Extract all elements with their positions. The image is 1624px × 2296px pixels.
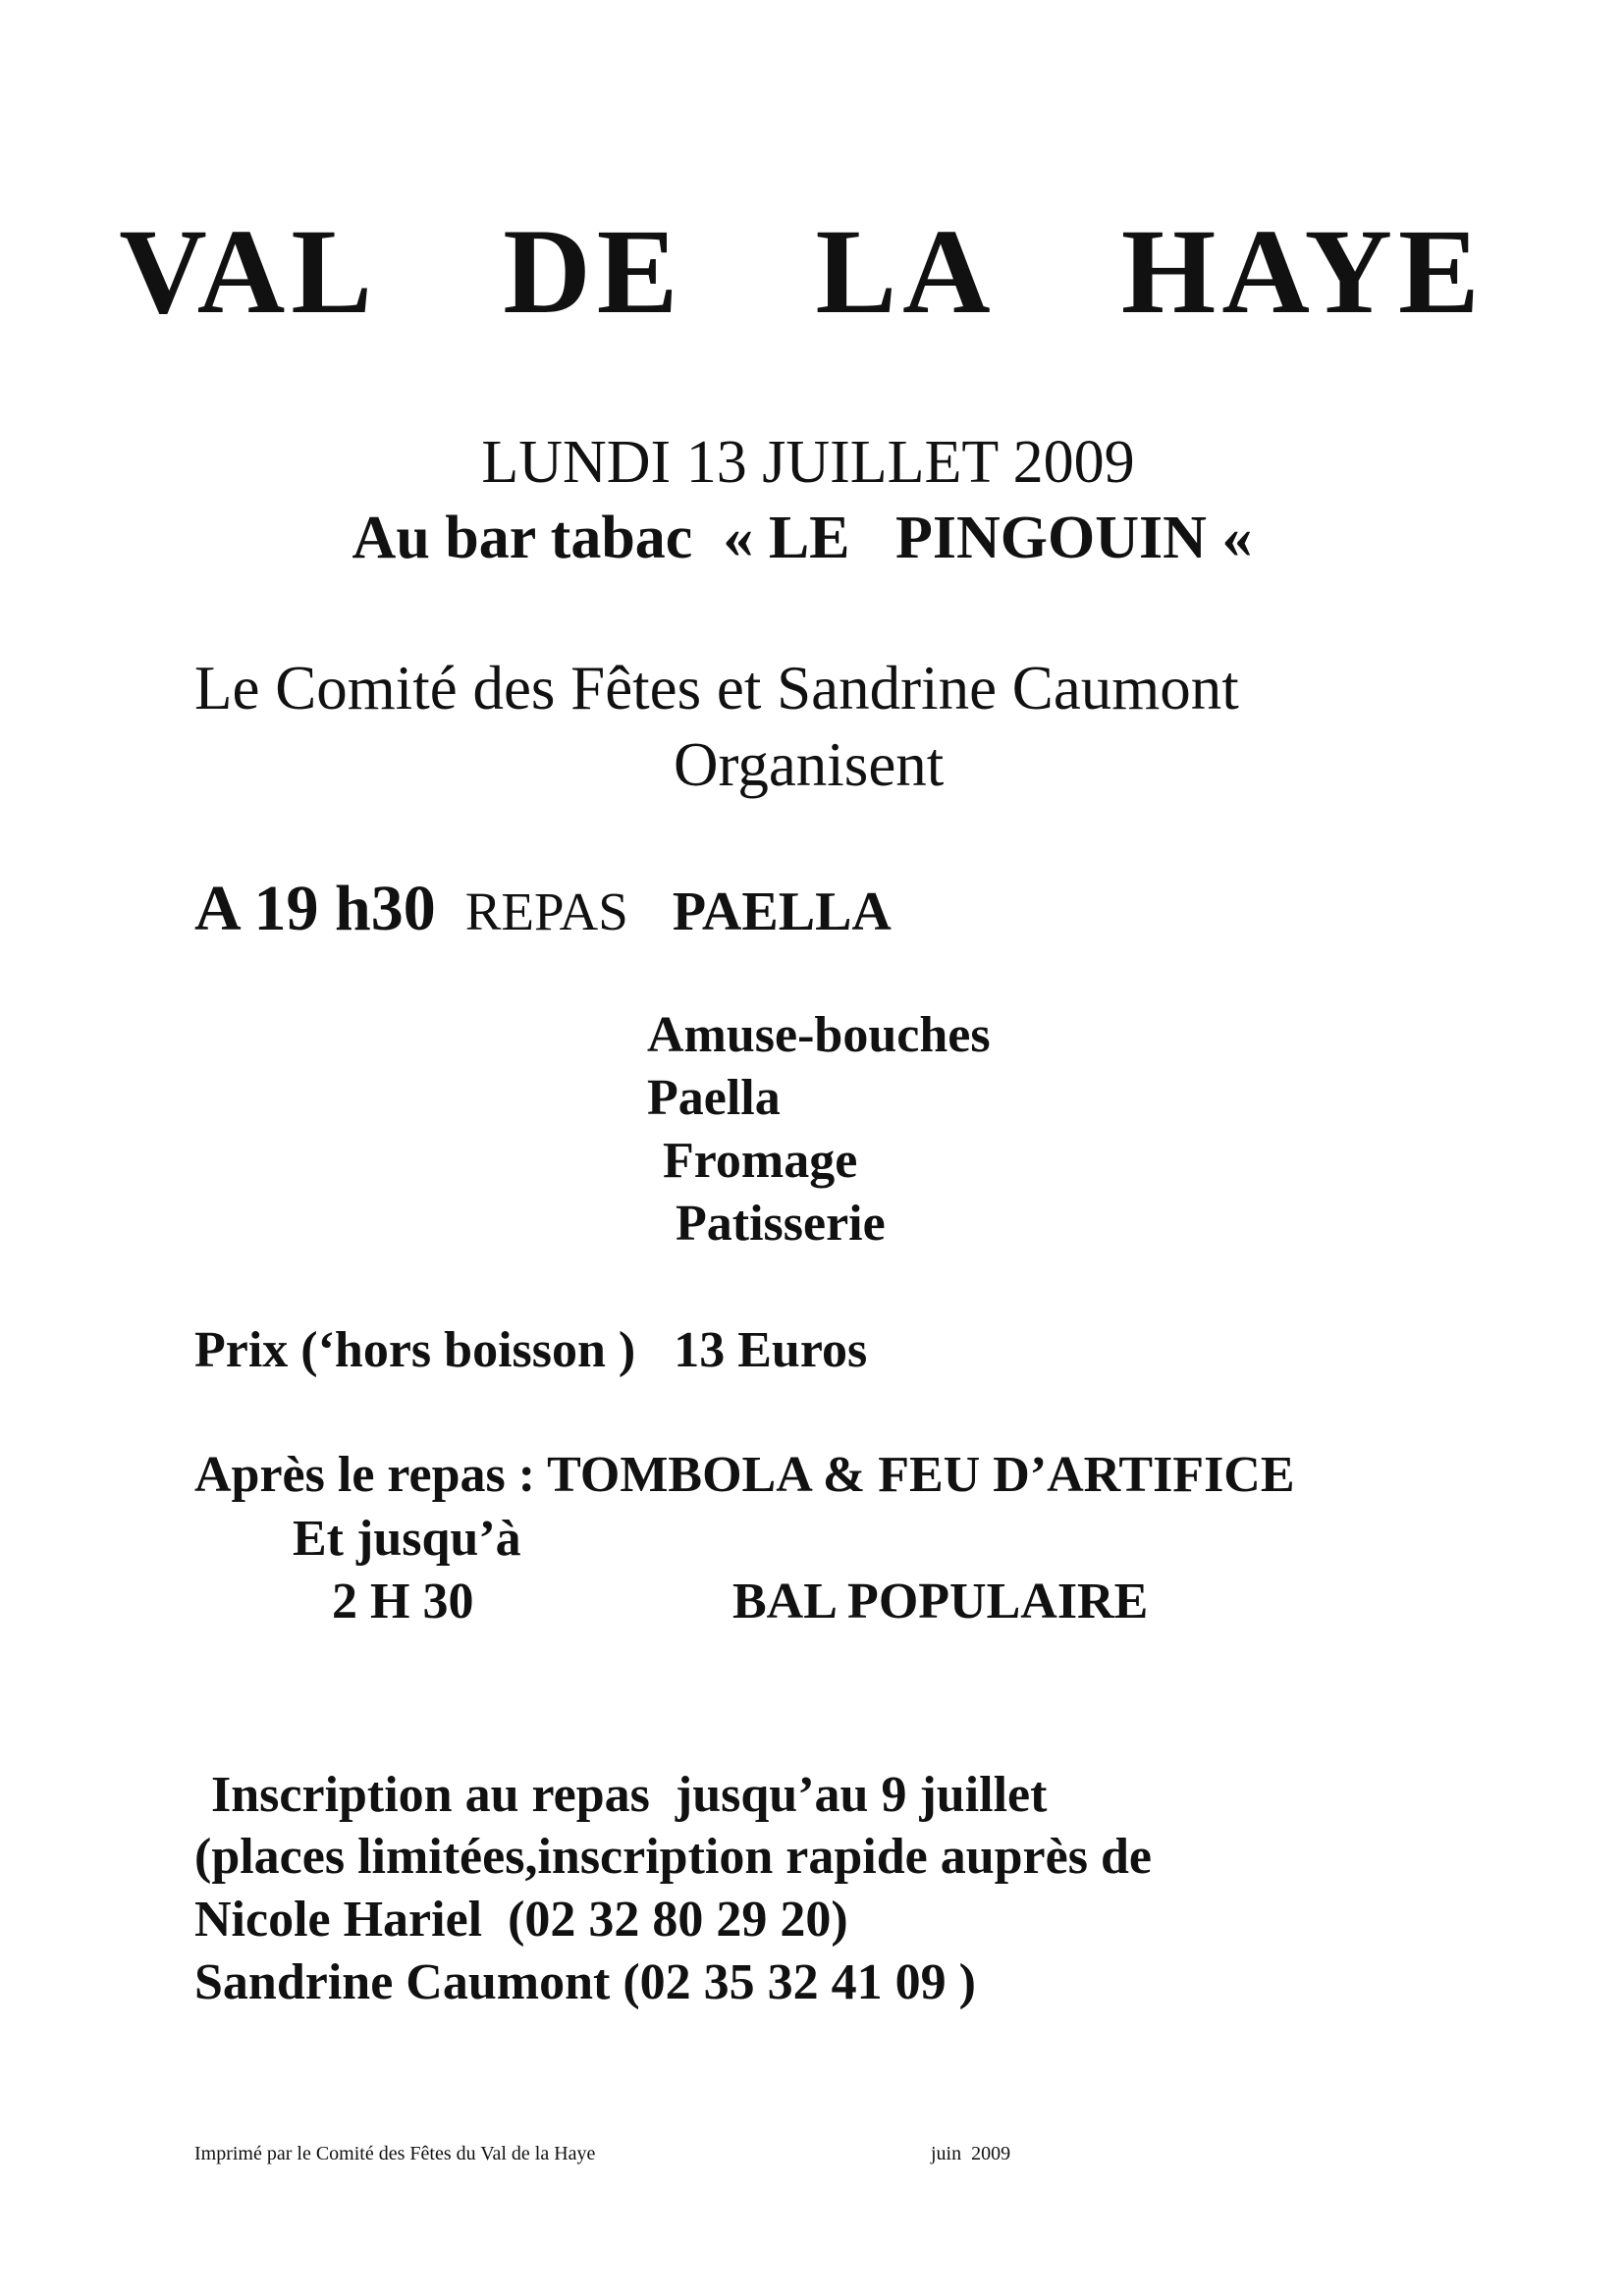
- poster-title: VAL DE LA HAYE: [119, 204, 1486, 339]
- menu-item: Fromage: [663, 1133, 858, 1189]
- organisent-line: Organisent: [674, 730, 945, 799]
- registration-line: (places limitées,inscription rapide auprès de: [194, 1829, 1152, 1885]
- registration-line: Inscription au repas jusqu’au 9 juillet: [211, 1767, 1048, 1823]
- registration-line: Nicole Hariel (02 32 80 29 20): [194, 1892, 848, 1948]
- menu-item: Paella: [647, 1070, 781, 1126]
- footer-printer: Imprimé par le Comité des Fêtes du Val de la Haye: [194, 2143, 596, 2164]
- meal-time: A 19 h30: [194, 873, 436, 944]
- meal-line: [194, 873, 892, 944]
- after-meal-line: Après le repas : TOMBOLA & FEU D’ARTIFICE: [194, 1447, 1295, 1503]
- meal-label: REPAS: [464, 881, 628, 941]
- ball-label: BAL POPULAIRE: [732, 1574, 1149, 1629]
- event-venue: Au bar tabac « LE PINGOUIN «: [352, 505, 1253, 571]
- until-line: Et jusqu’à: [293, 1511, 521, 1567]
- event-date: LUNDI 13 JUILLET 2009: [481, 429, 1135, 496]
- menu-item: Patisserie: [676, 1196, 886, 1252]
- meal-dish: PAELLA: [672, 881, 892, 942]
- organizers-line: Le Comité des Fêtes et Sandrine Caumont: [194, 654, 1239, 722]
- registration-line: Sandrine Caumont (02 35 32 41 09 ): [194, 1954, 976, 2010]
- ball-time: 2 H 30: [332, 1574, 474, 1629]
- price-line: Prix (‘hors boisson ) 13 Euros: [194, 1322, 868, 1378]
- menu-item: Amuse-bouches: [647, 1007, 991, 1063]
- footer-date: juin 2009: [931, 2143, 1011, 2164]
